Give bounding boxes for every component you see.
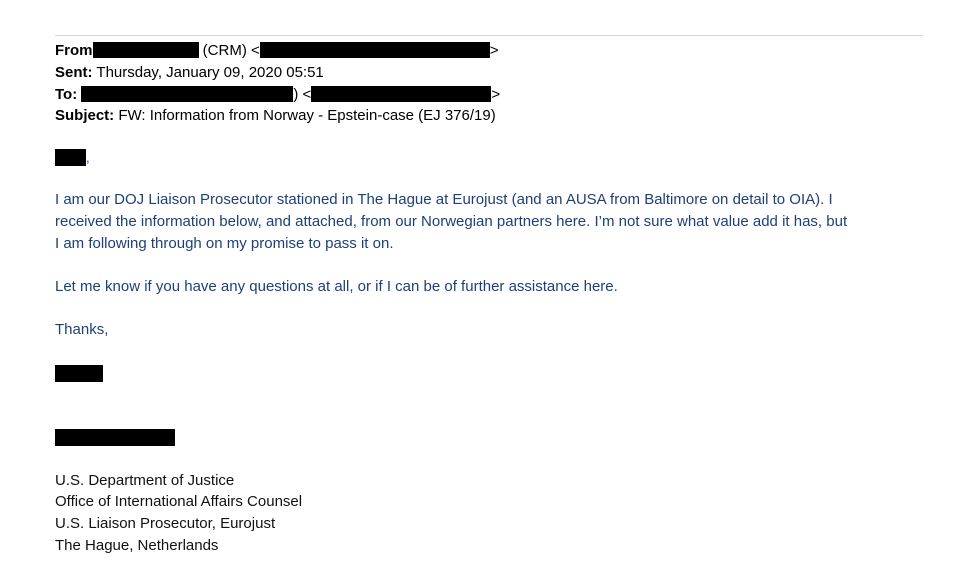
from-close: > bbox=[489, 42, 499, 59]
from-line bbox=[55, 41, 499, 60]
subject-label: Subject: bbox=[55, 107, 115, 124]
from-tag: (CRM) < bbox=[202, 42, 260, 59]
sent-label: Sent: bbox=[55, 64, 93, 81]
redaction-to-email bbox=[311, 86, 491, 102]
redaction-from-name bbox=[93, 42, 199, 58]
paragraph-1-line-2: received the information below, and attached, from our Norwegian partners here. I’m not sure what value add it has, but bbox=[55, 213, 848, 230]
to-line bbox=[55, 85, 500, 104]
redaction-from-email bbox=[260, 42, 490, 58]
closing: Thanks, bbox=[55, 321, 109, 338]
signature-line-1: U.S. Department of Justice bbox=[55, 472, 235, 489]
to-label: To: bbox=[55, 86, 78, 103]
redaction-signature-title bbox=[55, 429, 175, 446]
subject-value: FW: Information from Norway - Epstein-case (EJ 376/19) bbox=[118, 107, 496, 124]
redaction-signature-name bbox=[55, 365, 103, 382]
paragraph-1-line-1: I am our DOJ Liaison Prosecutor stationed in The Hague at Eurojust (and an AUSA from Baltimore on detail to OIA). I bbox=[55, 191, 833, 208]
from-label: From bbox=[55, 42, 93, 59]
signature-line-4: The Hague, Netherlands bbox=[55, 537, 219, 554]
to-tag: ) < bbox=[293, 86, 312, 103]
subject-line bbox=[55, 106, 496, 125]
signature-line-2: Office of International Affairs Counsel bbox=[55, 493, 303, 510]
header-divider bbox=[55, 35, 923, 36]
sent-line bbox=[55, 63, 324, 82]
paragraph-2: Let me know if you have any questions at all, or if I can be of further assistance here. bbox=[55, 278, 618, 295]
paragraph-1-line-3: I am following through on my promise to pass it on. bbox=[55, 235, 394, 252]
redaction-greeting-name bbox=[55, 149, 86, 166]
to-close: > bbox=[491, 86, 501, 103]
signature-line-3: U.S. Liaison Prosecutor, Eurojust bbox=[55, 515, 276, 532]
sent-value: Thursday, January 09, 2020 05:51 bbox=[96, 64, 324, 81]
greeting-comma: , bbox=[86, 150, 90, 165]
redaction-to-name bbox=[81, 86, 293, 102]
